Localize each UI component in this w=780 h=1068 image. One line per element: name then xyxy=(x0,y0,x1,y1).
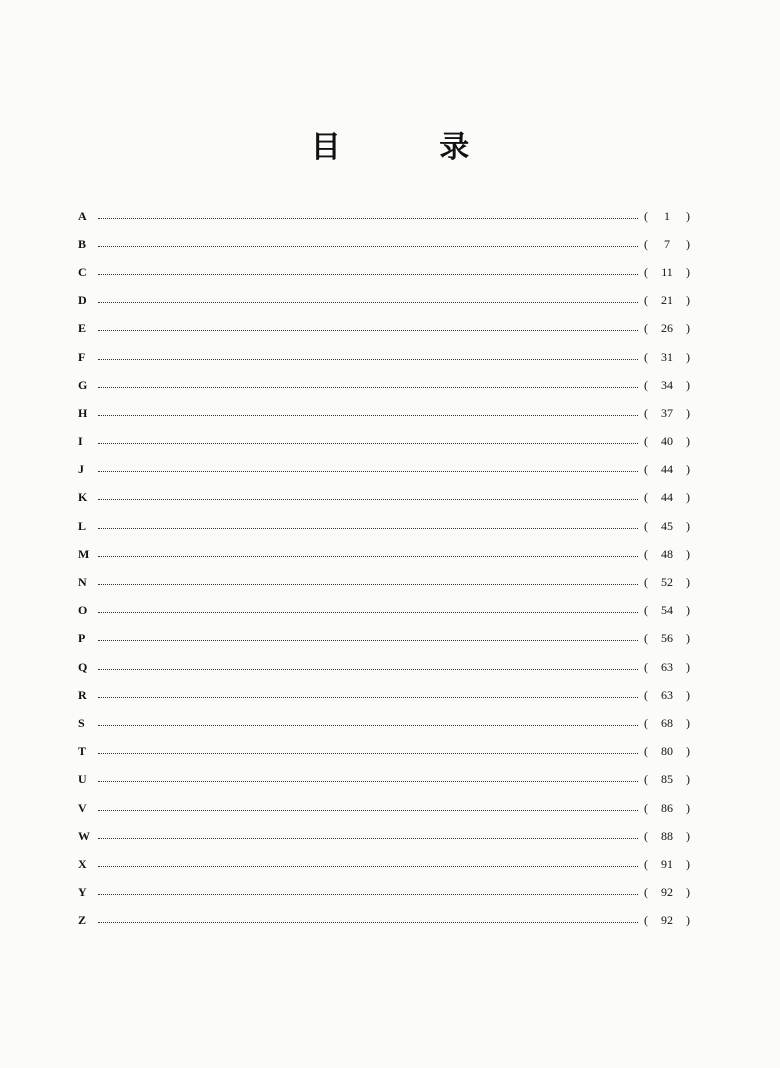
open-paren: ( xyxy=(644,603,648,618)
close-paren: ) xyxy=(686,575,690,590)
toc-entry-letter: Y xyxy=(78,885,87,900)
toc-entry-letter: S xyxy=(78,715,85,730)
toc-entry-letter: M xyxy=(78,546,90,561)
close-paren: ) xyxy=(686,434,690,449)
close-paren: ) xyxy=(686,518,690,533)
toc-page-number: 68 xyxy=(661,715,673,730)
open-paren: ( xyxy=(644,828,648,843)
toc-page-number: 63 xyxy=(661,687,673,702)
toc-page-number: 26 xyxy=(661,321,673,336)
toc-entry-n[interactable] xyxy=(78,568,690,596)
toc-dot-leader xyxy=(98,387,638,388)
toc-dot-leader xyxy=(98,922,638,923)
toc-entry-j[interactable] xyxy=(78,456,690,484)
toc-entry-letter: H xyxy=(78,405,88,420)
toc-entry-letter: N xyxy=(78,575,87,590)
toc-page-number: 88 xyxy=(661,828,673,843)
toc-page-ref xyxy=(644,575,690,590)
page-title: 目 录 xyxy=(310,130,514,165)
toc-entry-k[interactable] xyxy=(78,484,690,512)
close-paren: ) xyxy=(686,885,690,900)
toc-page-ref xyxy=(644,913,690,928)
toc-entry-letter: T xyxy=(78,744,87,759)
close-paren: ) xyxy=(686,321,690,336)
toc-page-number: 1 xyxy=(664,208,670,223)
toc-entry-x[interactable] xyxy=(78,850,690,878)
toc-entry-w[interactable] xyxy=(78,822,690,850)
toc-entry-o[interactable] xyxy=(78,597,690,625)
toc-dot-leader xyxy=(98,725,638,726)
open-paren: ( xyxy=(644,546,648,561)
toc-entry-z[interactable] xyxy=(78,907,690,935)
toc-entry-letter: W xyxy=(78,828,90,843)
toc-page-ref xyxy=(644,547,690,562)
toc-entry-letter: D xyxy=(78,293,87,308)
open-paren: ( xyxy=(644,293,648,308)
toc-dot-leader xyxy=(98,499,638,500)
toc-entry-letter: I xyxy=(78,434,83,449)
open-paren: ( xyxy=(644,405,648,420)
toc-page-number: 92 xyxy=(661,913,673,928)
close-paren: ) xyxy=(686,293,690,308)
close-paren: ) xyxy=(686,462,690,477)
toc-page-ref xyxy=(644,378,690,393)
toc-page-number: 7 xyxy=(664,236,670,251)
close-paren: ) xyxy=(686,349,690,364)
toc-dot-leader xyxy=(98,556,638,557)
toc-page-number: 52 xyxy=(661,575,673,590)
open-paren: ( xyxy=(644,687,648,702)
toc-dot-leader xyxy=(98,781,638,782)
toc-dot-leader xyxy=(98,302,638,303)
toc-entry-y[interactable] xyxy=(78,879,690,907)
toc-page-number: 85 xyxy=(661,772,673,787)
toc-page-ref xyxy=(644,801,690,816)
toc-page-number: 91 xyxy=(661,856,673,871)
toc-entry-letter: Q xyxy=(78,659,88,674)
toc-dot-leader xyxy=(98,218,638,219)
close-paren: ) xyxy=(686,236,690,251)
toc-page-ref xyxy=(644,716,690,731)
open-paren: ( xyxy=(644,631,648,646)
close-paren: ) xyxy=(686,715,690,730)
open-paren: ( xyxy=(644,264,648,279)
toc-dot-leader xyxy=(98,640,638,641)
toc-page-ref xyxy=(644,660,690,675)
toc-entry-letter: P xyxy=(78,631,86,646)
close-paren: ) xyxy=(686,490,690,505)
toc-page-number: 54 xyxy=(661,603,673,618)
toc-entry-letter: J xyxy=(78,462,84,477)
toc-entry-letter: O xyxy=(78,603,88,618)
toc-page-ref xyxy=(644,744,690,759)
toc-page-number: 37 xyxy=(661,405,673,420)
toc-page-ref xyxy=(644,406,690,421)
toc-page-ref xyxy=(644,772,690,787)
toc-page-number: 63 xyxy=(661,659,673,674)
toc-entry-r[interactable] xyxy=(78,681,690,709)
toc-entry-p[interactable] xyxy=(78,625,690,653)
close-paren: ) xyxy=(686,377,690,392)
toc-page-ref xyxy=(644,688,690,703)
toc-dot-leader xyxy=(98,866,638,867)
toc-page-number: 31 xyxy=(661,349,673,364)
toc-entry-letter: F xyxy=(78,349,86,364)
toc-page-ref xyxy=(644,631,690,646)
close-paren: ) xyxy=(686,856,690,871)
toc-page-number: 86 xyxy=(661,800,673,815)
open-paren: ( xyxy=(644,208,648,223)
open-paren: ( xyxy=(644,744,648,759)
toc-entry-f[interactable] xyxy=(78,343,690,371)
toc-dot-leader xyxy=(98,443,638,444)
open-paren: ( xyxy=(644,321,648,336)
open-paren: ( xyxy=(644,575,648,590)
close-paren: ) xyxy=(686,631,690,646)
toc-entry-e[interactable] xyxy=(78,315,690,343)
toc-entry-letter: B xyxy=(78,236,87,251)
toc-page-ref xyxy=(644,603,690,618)
toc-entry-letter: K xyxy=(78,490,88,505)
toc-page-number: 44 xyxy=(661,490,673,505)
toc-dot-leader xyxy=(98,753,638,754)
open-paren: ( xyxy=(644,490,648,505)
toc-page-ref xyxy=(644,293,690,308)
open-paren: ( xyxy=(644,856,648,871)
toc-dot-leader xyxy=(98,697,638,698)
toc-entry-letter: A xyxy=(78,208,87,223)
open-paren: ( xyxy=(644,349,648,364)
toc-page-ref xyxy=(644,857,690,872)
toc-entry-a[interactable] xyxy=(78,202,690,230)
open-paren: ( xyxy=(644,885,648,900)
toc-page-number: 40 xyxy=(661,434,673,449)
toc-page-ref xyxy=(644,237,690,252)
toc-dot-leader xyxy=(98,669,638,670)
toc-page-ref xyxy=(644,350,690,365)
open-paren: ( xyxy=(644,236,648,251)
toc-dot-leader xyxy=(98,359,638,360)
toc-entry-b[interactable] xyxy=(78,230,690,258)
open-paren: ( xyxy=(644,913,648,928)
toc-page-ref xyxy=(644,209,690,224)
toc-page-number: 80 xyxy=(661,744,673,759)
toc-entry-h[interactable] xyxy=(78,399,690,427)
toc-page-number: 48 xyxy=(661,546,673,561)
toc-dot-leader xyxy=(98,810,638,811)
toc-entry-letter: E xyxy=(78,321,87,336)
close-paren: ) xyxy=(686,828,690,843)
toc-entry-v[interactable] xyxy=(78,794,690,822)
toc-page-ref xyxy=(644,321,690,336)
open-paren: ( xyxy=(644,377,648,392)
toc-entry-letter: L xyxy=(78,518,87,533)
toc-dot-leader xyxy=(98,246,638,247)
toc-entry-letter: G xyxy=(78,377,88,392)
close-paren: ) xyxy=(686,405,690,420)
toc-page-number: 34 xyxy=(661,377,673,392)
open-paren: ( xyxy=(644,800,648,815)
toc-dot-leader xyxy=(98,584,638,585)
open-paren: ( xyxy=(644,434,648,449)
toc-dot-leader xyxy=(98,894,638,895)
close-paren: ) xyxy=(686,744,690,759)
toc-dot-leader xyxy=(98,274,638,275)
toc-entry-g[interactable] xyxy=(78,371,690,399)
open-paren: ( xyxy=(644,659,648,674)
toc-entry-letter: R xyxy=(78,687,87,702)
close-paren: ) xyxy=(686,772,690,787)
close-paren: ) xyxy=(686,687,690,702)
toc-entry-u[interactable] xyxy=(78,766,690,794)
toc-dot-leader xyxy=(98,612,638,613)
toc-page-number: 21 xyxy=(661,293,673,308)
toc-entry-l[interactable] xyxy=(78,512,690,540)
toc-page-ref xyxy=(644,519,690,534)
toc-page-number: 44 xyxy=(661,462,673,477)
close-paren: ) xyxy=(686,659,690,674)
toc-entry-q[interactable] xyxy=(78,653,690,681)
toc-entry-c[interactable] xyxy=(78,258,690,286)
toc-entry-letter: C xyxy=(78,264,87,279)
toc-page-number: 92 xyxy=(661,885,673,900)
toc-dot-leader xyxy=(98,415,638,416)
close-paren: ) xyxy=(686,913,690,928)
toc-entry-d[interactable] xyxy=(78,287,690,315)
toc-dot-leader xyxy=(98,330,638,331)
toc-entry-i[interactable] xyxy=(78,428,690,456)
toc-page-ref xyxy=(644,829,690,844)
open-paren: ( xyxy=(644,772,648,787)
toc-dot-leader xyxy=(98,528,638,529)
toc-page-ref xyxy=(644,265,690,280)
close-paren: ) xyxy=(686,264,690,279)
toc-entry-t[interactable] xyxy=(78,738,690,766)
open-paren: ( xyxy=(644,462,648,477)
toc-page-ref xyxy=(644,434,690,449)
toc-page-ref xyxy=(644,462,690,477)
table-of-contents xyxy=(78,202,690,935)
toc-dot-leader xyxy=(98,838,638,839)
close-paren: ) xyxy=(686,800,690,815)
toc-page-number: 56 xyxy=(661,631,673,646)
toc-entry-s[interactable] xyxy=(78,709,690,737)
close-paren: ) xyxy=(686,208,690,223)
toc-dot-leader xyxy=(98,471,638,472)
toc-entry-letter: U xyxy=(78,772,87,787)
toc-page-ref xyxy=(644,490,690,505)
open-paren: ( xyxy=(644,715,648,730)
close-paren: ) xyxy=(686,546,690,561)
toc-page-number: 45 xyxy=(661,518,673,533)
toc-entry-letter: Z xyxy=(78,913,87,928)
toc-entry-letter: V xyxy=(78,800,87,815)
toc-page-ref xyxy=(644,885,690,900)
toc-page-number: 11 xyxy=(661,264,673,279)
toc-entry-m[interactable] xyxy=(78,540,690,568)
toc-entry-letter: X xyxy=(78,856,87,871)
open-paren: ( xyxy=(644,518,648,533)
close-paren: ) xyxy=(686,603,690,618)
